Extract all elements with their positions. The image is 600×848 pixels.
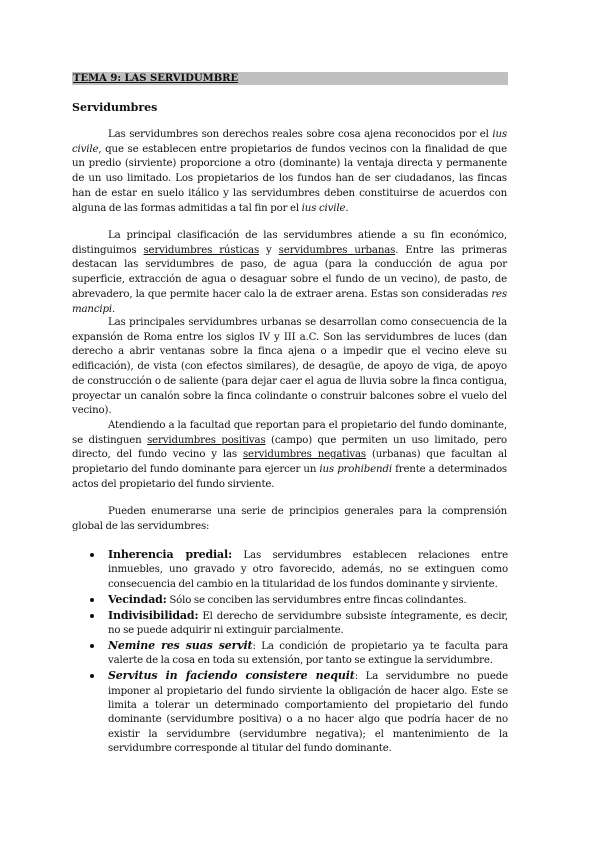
section-title: Servidumbres [72, 101, 158, 114]
text-run-italic: res mancipi [72, 288, 507, 315]
principle-text: Sólo se conciben las servidumbres entre fincas colindantes. [166, 594, 467, 606]
text-run: La principal clasificación de las servidumbres atiende a su fin económico, distinguimos [72, 230, 507, 256]
principle-text: : La servidumbre no puede imponer al propietario del fundo sirviente la obligación de hacer algo. Este se limita a tolerar un determinado comportamiento del propietario del fundo dominante (servidumbre positiva) o a no hacer algo que podría hacer de no existir la servidumbre (servidumbre negativa); el mantenimiento de la servidumbre corresponde al titular del fundo dominante. [108, 671, 508, 755]
text-run-underlined: servidumbres rústicas [143, 244, 260, 256]
bullet-icon [90, 674, 94, 678]
principle-term: Vecindad: [108, 592, 167, 606]
principle-text: : La condición de propietario ya te faculta para valerte de la cosa en toda su extensión, por tanto se extingue la servidumbre. [108, 640, 508, 667]
list-item [90, 593, 508, 608]
text-run: . Entre las primeras destacan las servidumbres de paso, de agua (para la conducción de agua por superficie, extracción de agua o desaguar sobre el fundo de un vecino), de pasto, de abrevadero, la que permite hacer calo la de extraer arena. Estas son consideradas [72, 244, 507, 300]
paragraph-positive-negative [72, 419, 507, 493]
text-run-italic: ius prohibendi [319, 464, 392, 476]
paragraph-classification [72, 229, 507, 317]
text-run: (campo) que permiten un uso limitado, pero directo, del fundo vecino y las [72, 434, 507, 461]
list-item [90, 609, 508, 639]
list-item [90, 669, 508, 756]
text-run-underlined: servidumbres negativas [242, 449, 366, 461]
paragraph-definition [72, 128, 507, 216]
text-run: y [259, 244, 279, 256]
text-run: . [345, 202, 349, 214]
principle-term: Nemine res suas servit [108, 638, 253, 652]
text-run-underlined: servidumbres urbanas [278, 244, 396, 256]
text-run: , que se establecen entre propietarios de fundos vecinos con la finalidad de que un predio (sirviente) proporcione a otro (dominante) la ventaja directa y permanente de un uso limitado. Los propietarios de los fundos han de ser ciudadanos, las fincas han de estar en suelo itálico y las servidumbres deben constituirse de acuerdos con alguna de las formas admitidas a tal fin por el [72, 143, 507, 214]
principle-term: Inherencia predial: [108, 548, 232, 561]
text-run: frente a determinados actos del propietario del fundo sirviente. [72, 464, 508, 490]
bullet-icon [90, 598, 94, 602]
text-run: Atendiendo a la facultad que reportan para el propietario del fundo dominante, se distinguen [72, 420, 507, 446]
bullet-icon [90, 644, 94, 648]
paragraph-urban-servitudes: Las principales servidumbres urbanas se desarrollan como consecuencia de la expansión de Roma entre los siglos IV y III a.C. Son las servidumbres de luces (dan derecho a abrir ventanas sobre la finca ajena o a impedir que el vecino eleve su edificación), de vista (con efectos similares), de desagüe, de apoyo de viga, de apoyo de construcción o de saliente (para dejar caer el agua de lluvia sobre la finca contigua, proyectar un canalón sobre la finca colindante o construir balcones sobre el vuelo del vecino). [72, 317, 507, 417]
bullet-icon [90, 553, 94, 557]
chapter-title: TEMA 9: LAS SERVIDUMBRE [72, 72, 508, 85]
principle-text: Las servidumbres establecen relaciones entre inmuebles, uno gravado y otro favorecido, además, no se extinguen como consecuencia del cambio en la titularidad de los fundos dominante y sirviente. [108, 550, 508, 590]
list-item [90, 639, 508, 669]
principles-list [90, 548, 508, 757]
bullet-icon [90, 614, 94, 618]
text-run-italic: ius civile [72, 129, 507, 155]
principle-term: Indivisibilidad: [108, 608, 199, 622]
principle-text: El derecho de servidumbre subsiste íntegramente, es decir, no se puede adquirir ni extinguir parcialmente. [108, 610, 508, 637]
text-run-italic: ius civile [301, 202, 346, 214]
text-run: Las servidumbres son derechos reales sobre cosa ajena reconocidos por el [108, 129, 493, 140]
list-item [90, 548, 508, 592]
text-run: . [112, 303, 116, 315]
paragraph-principles-intro: Pueden enumerarse una serie de principios generales para la comprensión global de las servidumbres: [72, 506, 507, 532]
text-run-underlined: servidumbres positivas [147, 434, 266, 446]
principle-term: Servitus in faciendo consistere nequit [108, 669, 355, 683]
text-run: (urbanas) que facultan al propietario del fundo dominante para ejercer un [72, 449, 507, 476]
